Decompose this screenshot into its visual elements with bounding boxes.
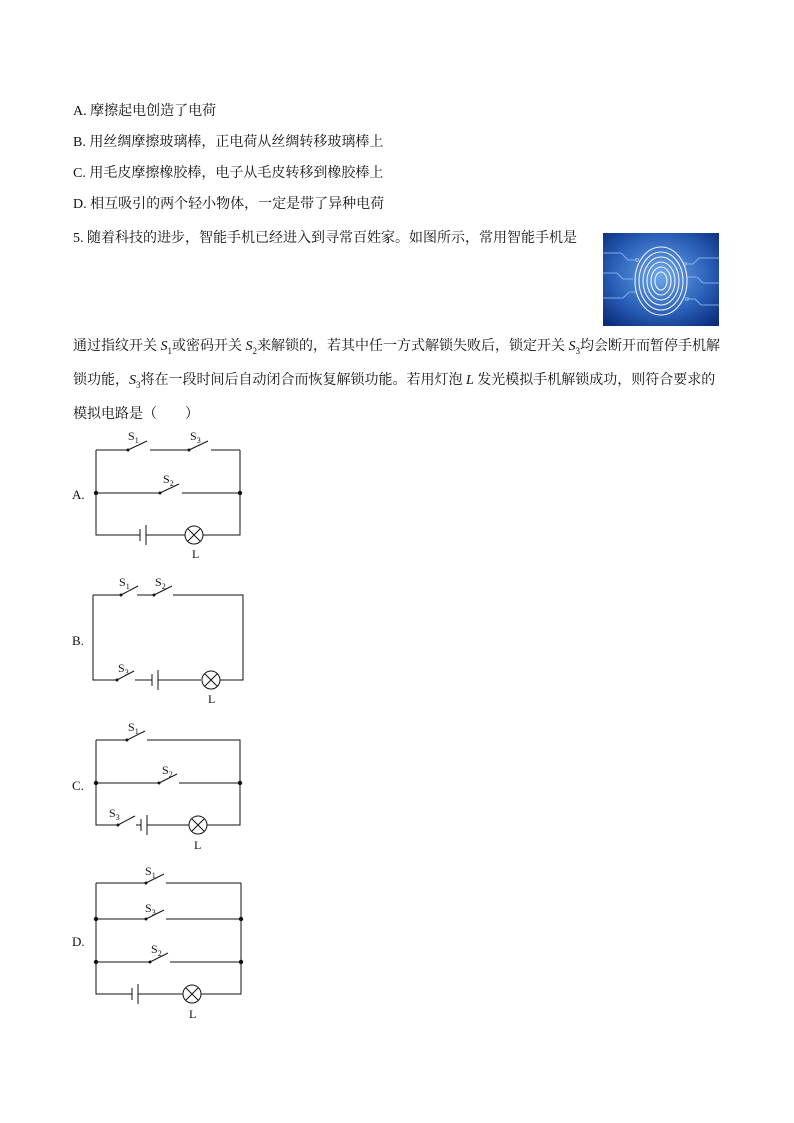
circuit-c (90, 715, 250, 855)
s3-label: $S_3$ (145, 901, 156, 917)
option-c-label: C. (72, 778, 84, 793)
option-a: A. 摩擦起电创造了电荷 (73, 104, 217, 119)
s1-label: $S_1$ (119, 575, 130, 591)
lamp-label: L (192, 547, 200, 561)
s2-label: $S_2$ (151, 942, 162, 958)
s2-label: $S_2$ (163, 472, 174, 488)
option-b: B. 用丝绸摩擦玻璃棒，正电荷从丝绸转移玻璃棒上 (73, 135, 384, 150)
lamp-label: L (208, 692, 216, 706)
option-c: C. 用毛皮摩擦橡胶棒，电子从毛皮转移到橡胶棒上 (73, 166, 384, 181)
option-b-label: B. (72, 633, 84, 648)
question-5-intro: 5. 随着科技的进步，智能手机已经进入到寻常百姓家。如图所示，常用智能手机是 (73, 231, 577, 246)
s2-label: $S_2$ (155, 575, 166, 591)
s1-label: $S_1$ (128, 429, 139, 445)
lamp-label: L (189, 1007, 197, 1021)
s3-label: $S_3$ (109, 806, 120, 822)
s3-label: $S_3$ (118, 661, 129, 677)
option-a-label: A. (72, 487, 85, 502)
circuit-d (90, 860, 250, 1020)
s1-label: $S_1$ (145, 864, 156, 880)
question-5-body: 通过指纹开关 $S_1$或密码开关 $S_2$来解锁的，若其中任一方式解锁失败后，锁定开关 $S_3$均会断开而暂停手机解锁功能，$S_3$将在一段时间后自动闭合而恢复解锁功能。若用灯泡 L 发光模拟手机解锁成功，则符合要求的模拟电路是（ ） (73, 339, 720, 422)
fingerprint-image (603, 233, 719, 326)
s3-label: $S_3$ (190, 429, 201, 445)
lamp-label: L (194, 838, 202, 852)
option-d: D. 相互吸引的两个轻小物体，一定是带了异种电荷 (73, 197, 385, 212)
s1-label: $S_1$ (128, 720, 139, 736)
circuit-b (90, 570, 250, 710)
s2-label: $S_2$ (162, 763, 173, 779)
option-d-label: D. (72, 934, 85, 949)
circuit-a (90, 425, 250, 565)
